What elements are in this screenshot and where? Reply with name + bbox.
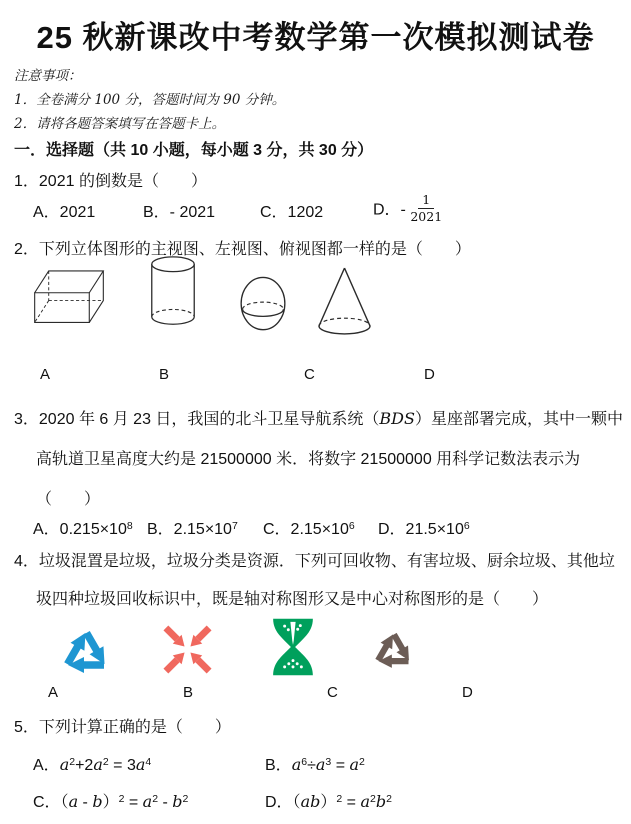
- fraction-denominator: 2021: [410, 208, 443, 224]
- cone-figure: [317, 264, 372, 337]
- q4-label-c: C: [327, 684, 338, 701]
- q5-option-c: C．$(a - b)^2 = a^2 - b^2$: [33, 792, 189, 811]
- hazardous-waste-icon: [160, 622, 215, 677]
- question-3-line-2: 高轨道卫星高度大约是 21500000 米．将数字 21500000 用科学记数法表示为: [36, 451, 581, 468]
- q5-option-b: B．$a^6\div a^3 = a^2$: [265, 755, 365, 774]
- q5-option-d: D．$(ab)^2 = a^2b^2$: [265, 792, 392, 811]
- cuboid-figure: [30, 266, 108, 332]
- q1-option-d: [373, 191, 443, 226]
- q4-label-b: B: [183, 684, 194, 701]
- q3-option-d: D．$21.5\times 10^6$: [378, 520, 470, 538]
- q2-label-d: D: [424, 366, 435, 383]
- q2-label-b: B: [159, 366, 170, 383]
- recyclable-waste-icon: [58, 617, 120, 679]
- q4-label-a: A: [48, 684, 59, 701]
- question-5-text: 5．下列计算正确的是（ ）: [14, 719, 231, 736]
- question-3-line-1: 3．2020 年 6 月 23 日，我国的北斗卫星导航系统（BDS）星座部署完成，其中一颗中: [14, 409, 623, 428]
- kitchen-waste-icon: [270, 616, 316, 678]
- q4-label-d: D: [462, 684, 473, 701]
- q2-label-a: A: [40, 366, 51, 383]
- other-waste-icon: [371, 621, 421, 673]
- fraction: [410, 193, 442, 224]
- section-heading: 一．选择题（共 10 小题，每小题 3 分，共 30 分）: [14, 142, 374, 159]
- sphere-figure: [239, 276, 287, 333]
- q3-option-c: C．$2.15\times 10^6$: [263, 520, 355, 538]
- q1-option-b: B．- 2021: [143, 203, 216, 221]
- q5-option-a: A．$a^2+2a^2 = 3a^4$: [33, 755, 152, 774]
- page-title: 25 秋新课改中考数学第一次模拟测试卷: [36, 20, 595, 55]
- fraction-numerator: 1: [418, 193, 434, 209]
- question-1-text: 1．2021 的倒数是（ ）: [14, 173, 207, 190]
- cylinder-figure: [149, 254, 197, 328]
- q1-option-c: C．1202: [260, 203, 324, 221]
- notice-heading: 注意事项：: [14, 68, 82, 84]
- question-2-text: 2．下列立体图形的主视图、左视图、俯视图都一样的是（ ）: [14, 241, 471, 258]
- question-4-line-2: 圾四种垃圾回收标识中，既是轴对称图形又是中心对称图形的是（ ）: [36, 591, 549, 608]
- q3-option-b: B．$2.15\times 10^7$: [147, 520, 238, 538]
- notice-item-1: 1．全卷满分 100 分，答题时间为 90 分钟。: [14, 92, 286, 108]
- question-1-options: [33, 191, 442, 229]
- q3-option-a: A．$0.215\times 10^8$: [33, 520, 133, 538]
- question-3-answer-blank: （ ）: [36, 491, 101, 508]
- q1-option-a: A．2021: [33, 203, 96, 221]
- q2-label-c: C: [304, 366, 315, 383]
- question-4-line-1: 4．垃圾混置是垃圾，垃圾分类是资源．下列可回收物、有害垃圾、厨余垃圾、其他垃: [14, 553, 615, 570]
- notice-item-2: 2．请将各题答案填写在答题卡上。: [14, 116, 226, 132]
- q1-option-d-prefix: D．-: [373, 201, 411, 219]
